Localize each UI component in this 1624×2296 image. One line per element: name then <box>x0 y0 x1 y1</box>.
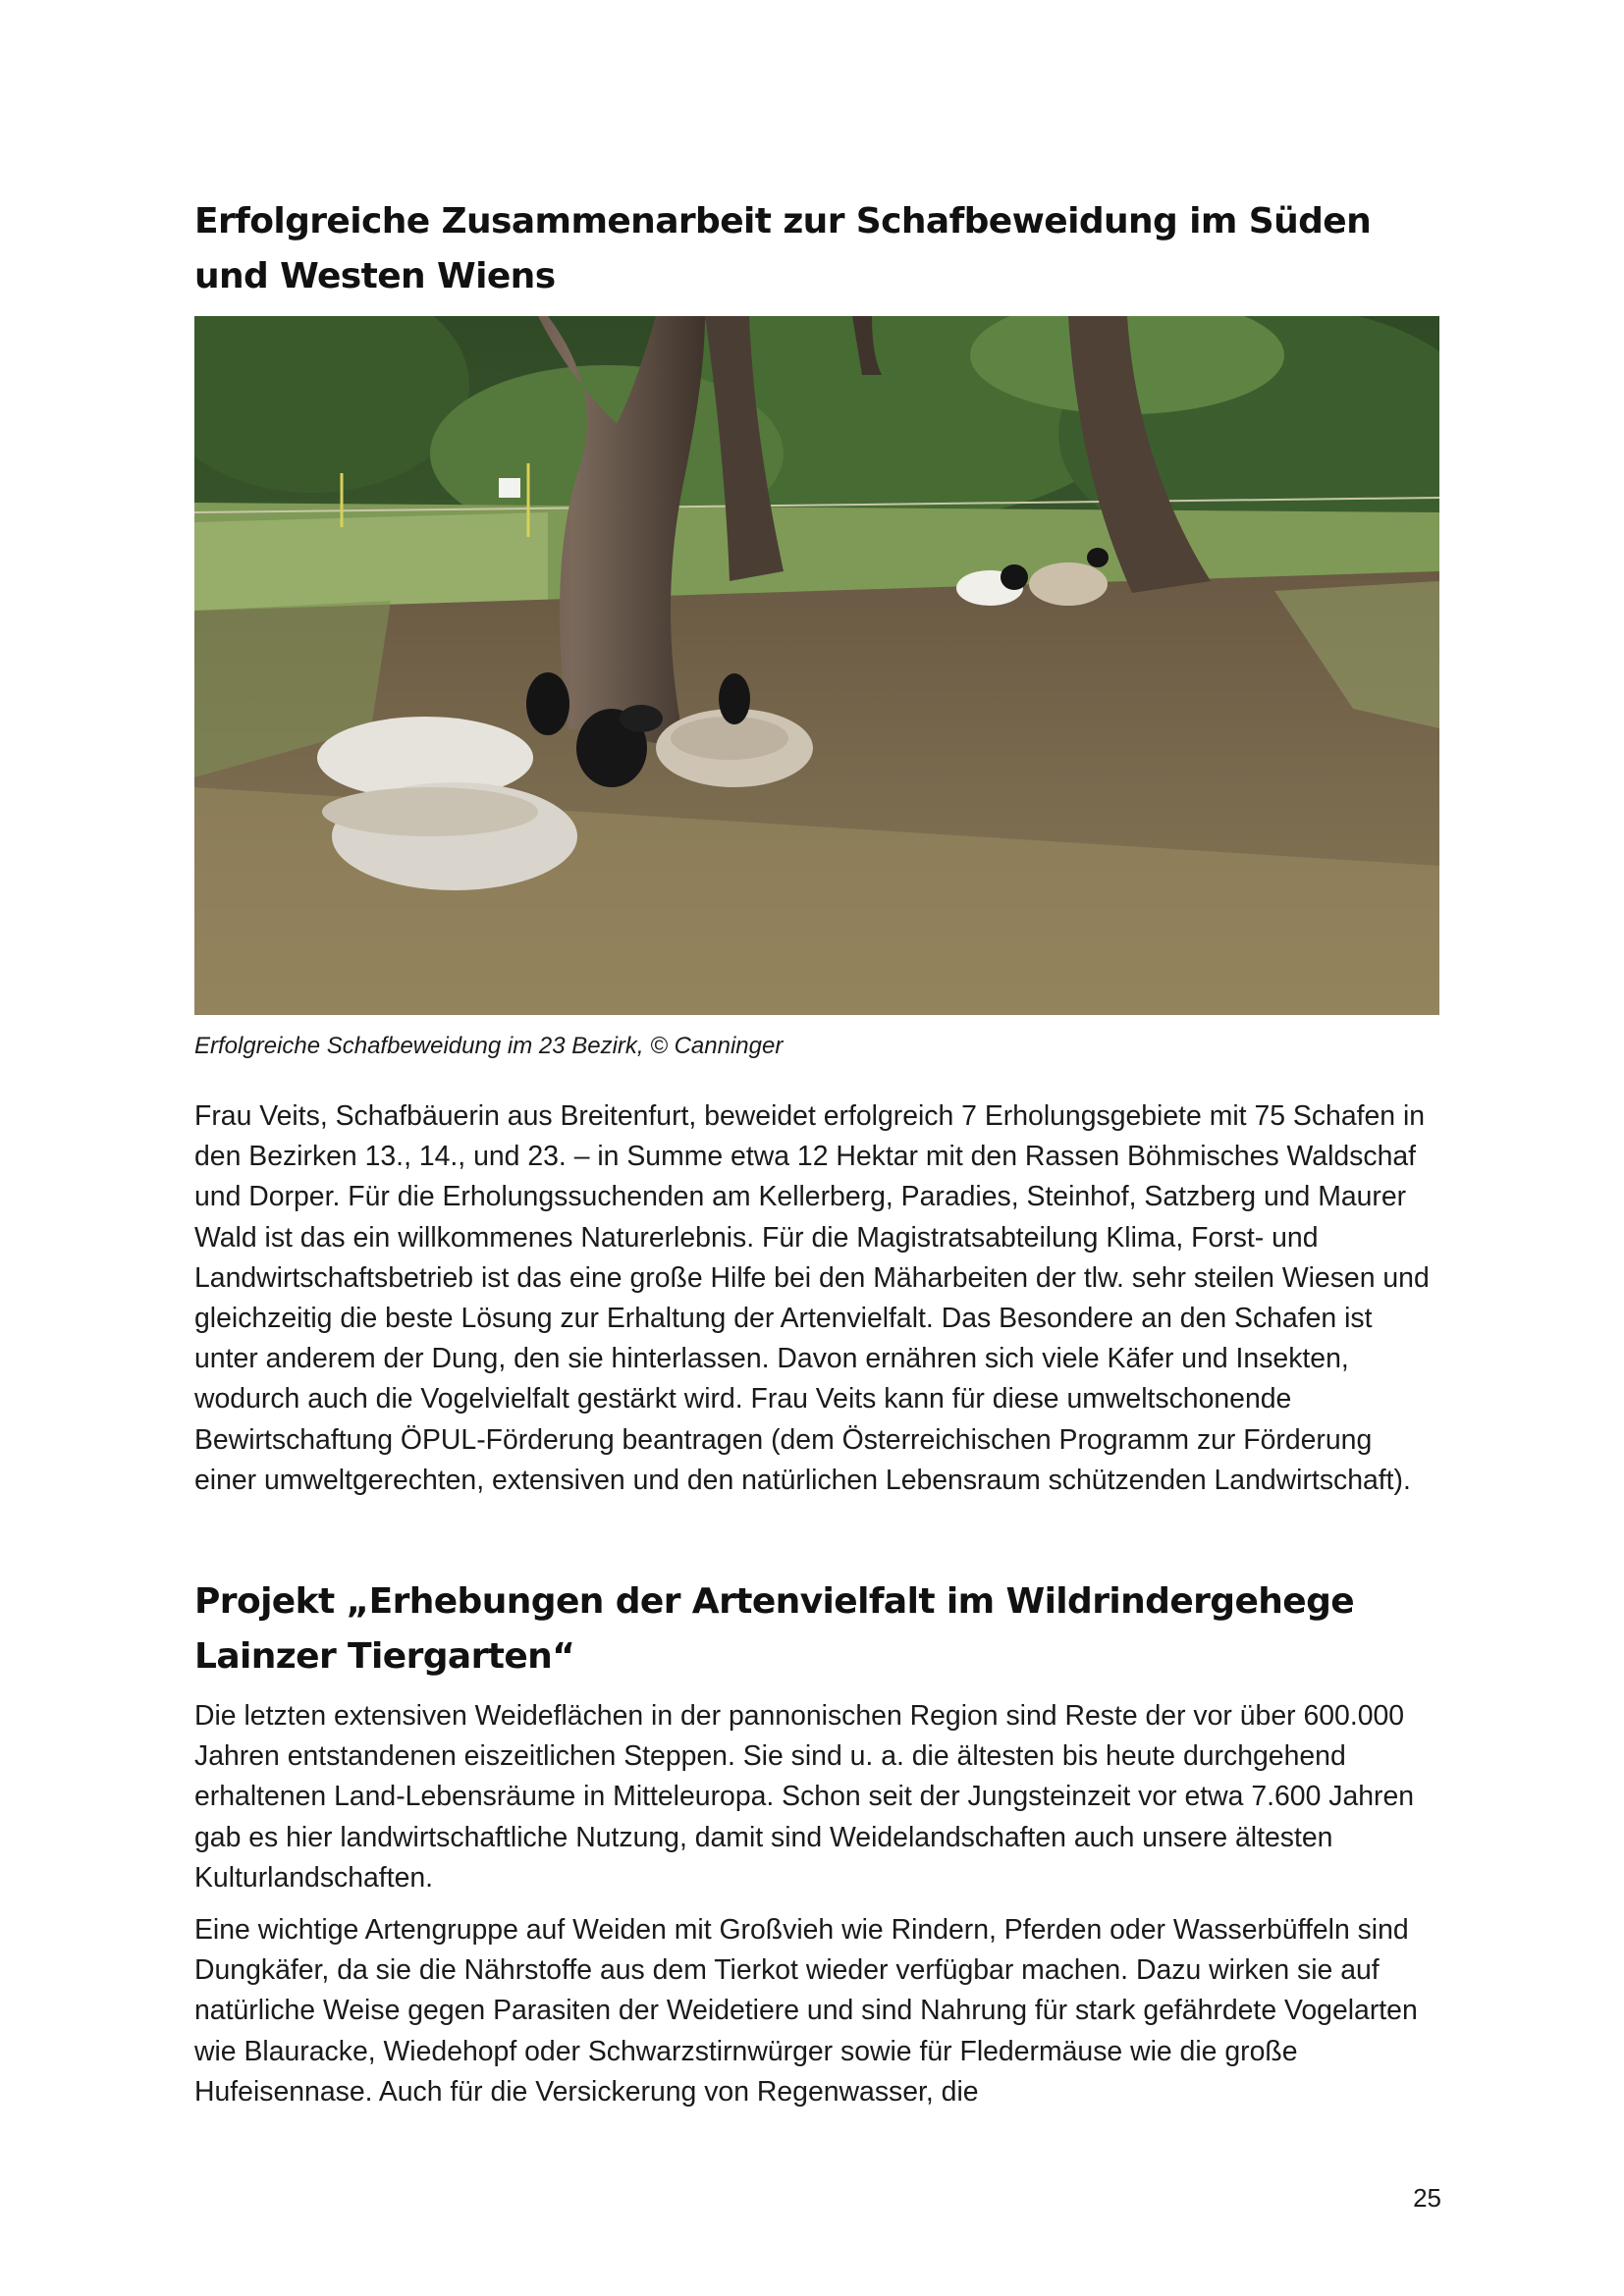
section-heading-biodiversity-project: Projekt „Erhebungen der Artenvielfalt im Wildrindergehege Lainzer Tiergarten“ <box>194 1581 1355 1677</box>
sheep-under-pine-trees-photo <box>194 316 1439 1015</box>
section-heading-sheep-grazing: Erfolgreiche Zusammenarbeit zur Schafbeweidung im Süden und Westen Wiens <box>194 201 1372 296</box>
page-number: 25 <box>1413 2183 1441 2213</box>
paragraph-pastures-history: Die letzten extensiven Weideflächen in der pannonischen Region sind Reste der vor über 600.000 Jahren entstandenen eiszeitlichen Steppen. Sie sind u. a. die ältesten bis heute durchgehend erhaltenen Land-Lebensräume in Mitteleuropa. Schon seit der Jungsteinzeit vor etwa 7.600 Jahren gab es hier landwirtschaftliche Nutzung, damit sind Weidelandschaften auch unsere ältesten Kulturlandschaften. <box>194 1700 1415 1894</box>
paragraph-dung-beetles: Eine wichtige Artengruppe auf Weiden mit Großvieh wie Rindern, Pferden oder Wasserbüffeln sind Dungkäfer, da sie die Nährstoffe aus dem Tierkot wieder verfügbar machen. Dazu wirken sie auf natürliche Weise gegen Parasiten der Weidetiere und sind Nahrung für stark gefährdete Vogelarten wie Blauracke, Wiedehopf oder Schwarzstirnwürger sowie für Fledermäuse wie die große Hufeisennase. Auch für die Versickerung von Regenwasser, die <box>194 1914 1418 2108</box>
photo-caption: Erfolgreiche Schafbeweidung im 23 Bezirk, © Canninger <box>194 1033 784 1059</box>
paragraph-sheep-grazing: Frau Veits, Schafbäuerin aus Breitenfurt, beweidet erfolgreich 7 Erholungsgebiete mit 75 Schafen in den Bezirken 13., 14., und 23. – in Summe etwa 12 Hektar mit den Rassen Böhmisches Waldschaf und Dorper. Für die Erholungssuchenden am Kellerberg, Paradies, Steinhof, Satzberg und Maurer Wald ist das ein willkommenes Naturerlebnis. Für die Magistratsabteilung Klima, Forst- und Landwirtschaftsbetrieb ist das eine große Hilfe bei den Mäharbeiten der tlw. sehr steilen Wiesen und gleichzeitig die beste Lösung zur Erhaltung der Artenvielfalt. Das Besondere an den Schafen ist unter anderem der Dung, den sie hinterlassen. Davon ernähren sich viele Käfer und Insekten, wodurch auch die Vogelvielfalt gestärkt wird. Frau Veits kann für diese umweltschonende Bewirtschaftung ÖPUL-Förderung beantragen (dem Österreichischen Programm zur Förderung einer umweltgerechten, extensiven und den natürlichen Lebensraum schützenden Landwirtschaft). <box>194 1100 1430 1496</box>
